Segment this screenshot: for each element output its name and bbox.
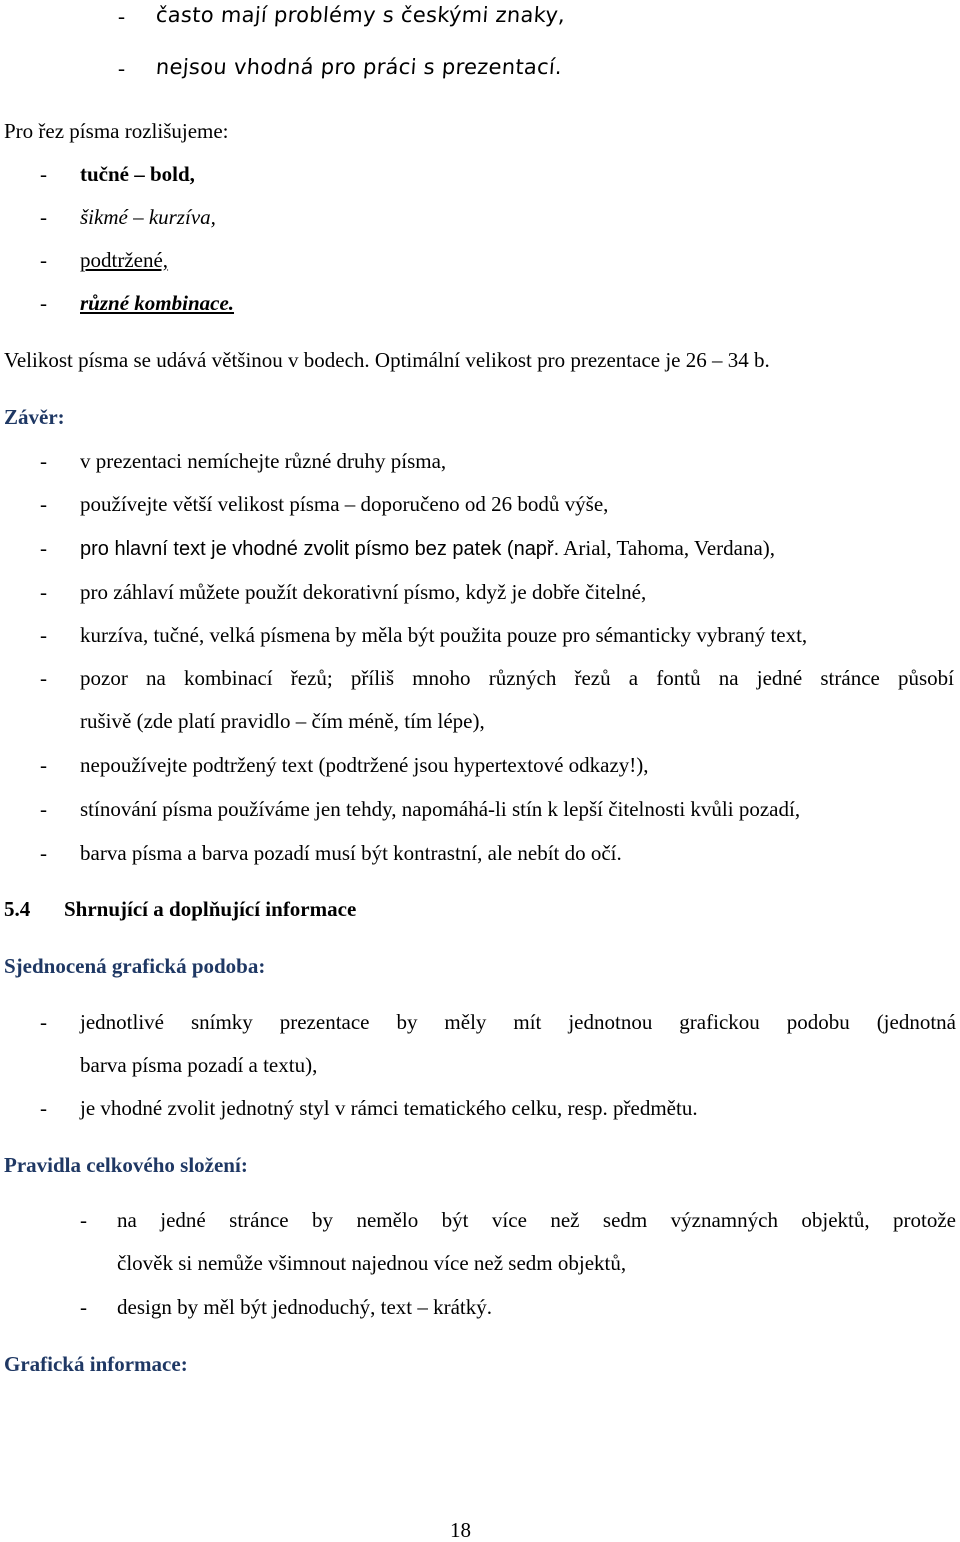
graphic-heading: Grafická informace:: [4, 1352, 188, 1376]
conclusion-item: používejte větší velikost písma – doporučeno od 26 bodů výše,: [80, 492, 609, 516]
list-item: [156, 5, 565, 26]
list-dash: -: [40, 666, 47, 690]
list-dash: -: [40, 1010, 47, 1034]
list-dash: -: [40, 162, 47, 186]
composition-heading: Pravidla celkového složení:: [4, 1153, 248, 1177]
font-cut-bold: tučné – bold,: [80, 162, 195, 186]
unified-heading: Sjednocená grafická podoba:: [4, 954, 266, 978]
list-dash: -: [40, 536, 47, 560]
font-cut-combo: různé kombinace.: [80, 291, 235, 315]
page-number: 18: [450, 1518, 471, 1542]
font-cut-italic: šikmé – kurzíva,: [80, 205, 216, 229]
list-dash: -: [118, 4, 125, 28]
conclusion-item: stínování písma používáme jen tehdy, napomáhá-li stín k lepší čitelnosti kvůli pozadí,: [80, 797, 801, 821]
conclusion-item-sans-part: pro hlavní text je vhodné zvolit písmo bez patek (např.: [80, 538, 560, 560]
unified-item: jednotlivé snímky prezentace by měly mít jednotnou grafickou podobu (jednotná: [80, 1010, 956, 1034]
composition-item-continuation: člověk si nemůže všimnout najednou více než sedm objektů,: [117, 1251, 627, 1275]
composition-item: design by měl být jednoduchý, text – krátký.: [117, 1295, 493, 1319]
conclusion-item: pozor na kombinací řezů; příliš mnoho různých řezů a fontů na jedné stránce působí: [80, 666, 954, 690]
list-dash: -: [40, 205, 47, 229]
list-dash: -: [40, 797, 47, 821]
font-cut-intro: Pro řez písma rozlišujeme:: [4, 119, 229, 143]
unified-item: je vhodné zvolit jednotný styl v rámci tematického celku, resp. předmětu.: [80, 1096, 698, 1120]
composition-item: na jedné stránce by nemělo být více než sedm významných objektů, protože: [117, 1208, 956, 1232]
list-dash: -: [80, 1295, 87, 1319]
list-dash: -: [40, 753, 47, 777]
conclusion-heading: Závěr:: [4, 405, 65, 429]
list-dash: -: [40, 449, 47, 473]
section-number: 5.4: [4, 897, 31, 921]
conclusion-item-continuation: rušivě (zde platí pravidlo – čím méně, tím lépe),: [80, 709, 485, 733]
top-list-item-1: často mají problémy s českými znaky,: [155, 3, 566, 27]
list-dash: -: [80, 1208, 87, 1232]
list-dash: -: [40, 492, 47, 516]
conclusion-item-serif-part: Arial, Tahoma, Verdana),: [563, 536, 776, 560]
conclusion-item: [80, 538, 775, 559]
size-paragraph: Velikost písma se udává většinou v bodech. Optimální velikost pro prezentace je 26 – 34 b.: [4, 348, 770, 372]
list-item: [156, 57, 562, 78]
list-dash: -: [40, 291, 47, 315]
conclusion-item: kurzíva, tučné, velká písmena by měla být použita pouze pro sémanticky vybraný text,: [80, 623, 808, 647]
section-title: Shrnující a doplňující informace: [64, 897, 357, 921]
list-dash: -: [40, 580, 47, 604]
list-dash: -: [118, 56, 125, 80]
conclusion-item: nepoužívejte podtržený text (podtržené jsou hypertextové odkazy!),: [80, 753, 649, 777]
list-dash: -: [40, 623, 47, 647]
unified-item-continuation: barva písma pozadí a textu),: [80, 1053, 318, 1077]
list-dash: -: [40, 1096, 47, 1120]
list-dash: -: [40, 841, 47, 865]
conclusion-item: barva písma a barva pozadí musí být kontrastní, ale nebít do očí.: [80, 841, 622, 865]
font-cut-underline: podtržené,: [80, 248, 169, 272]
conclusion-item: v prezentaci nemíchejte různé druhy písma,: [80, 449, 447, 473]
list-dash: -: [40, 248, 47, 272]
top-list-item-2: nejsou vhodná pro práci s prezentací.: [155, 55, 563, 79]
conclusion-item: pro záhlaví můžete použít dekorativní písmo, když je dobře čitelné,: [80, 580, 647, 604]
